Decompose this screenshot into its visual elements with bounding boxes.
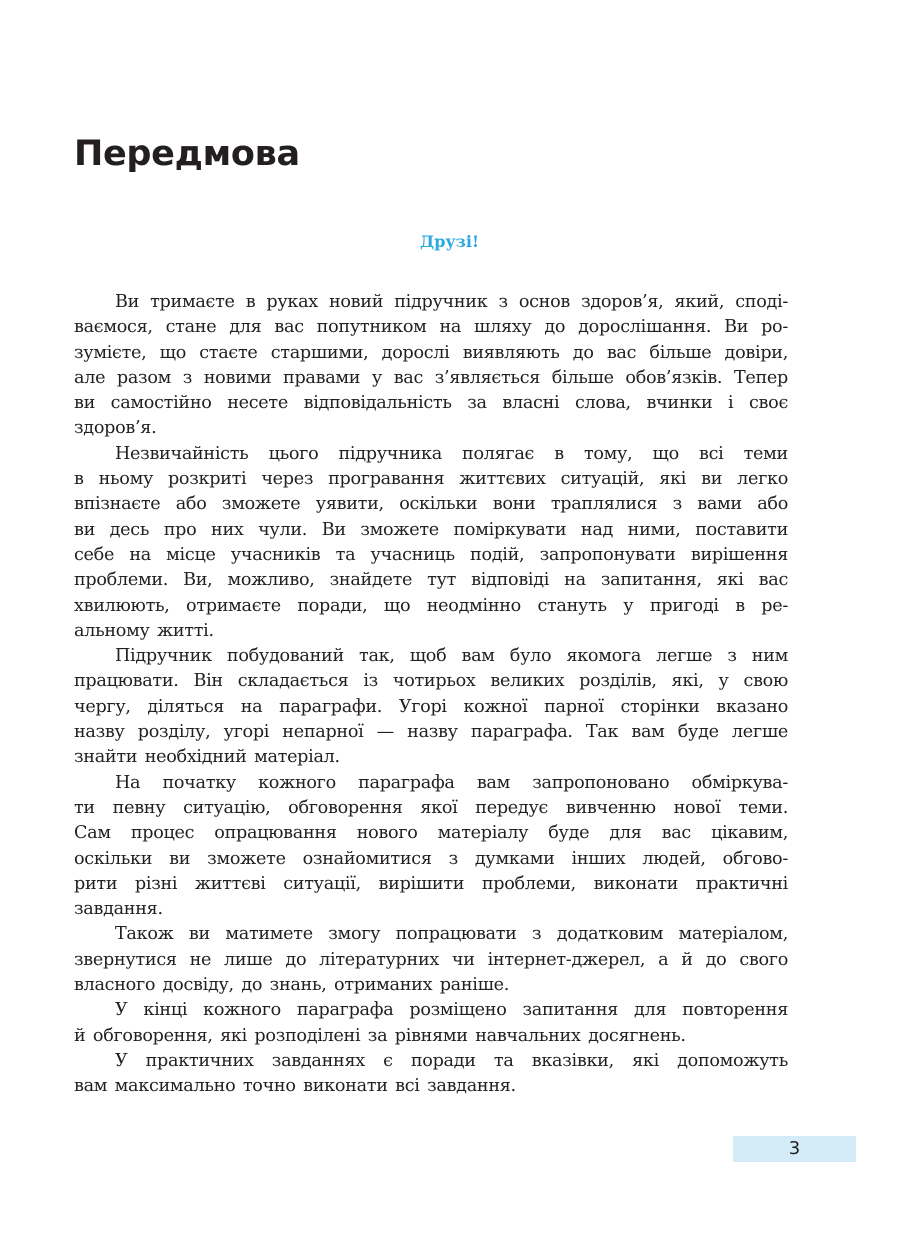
- paragraph-first-line: Також ви матимете змогу попрацювати з додатковим матеріалом,: [115, 924, 788, 945]
- paragraph-first-line: На початку кожного параграфа вам запропоновано обміркува-: [115, 772, 788, 793]
- paragraph-line: зумієте, що стаєте старшими, дорослі виявляють до вас більше довіри,: [74, 342, 788, 363]
- paragraph-first-line: Незвичайність цього підручника полягає в тому, що всі теми: [115, 443, 788, 464]
- paragraph-line: вам максимально точно виконати всі завдання.: [74, 1076, 516, 1097]
- paragraph-line: в ньому розкриті через програвання життєвих ситуацій, які ви легко: [74, 469, 788, 490]
- paragraph-first-line: Ви тримаєте в руках новий підручник з основ здоров’я, який, споді-: [115, 292, 788, 312]
- greeting-heading: Друзі!: [420, 232, 479, 251]
- paragraph-line: назву розділу, угорі непарної — назву параграфа. Так вам буде легше: [74, 722, 788, 743]
- paragraph-line: звернутися не лише до літературних чи інтернет-джерел, а й до свого: [74, 949, 788, 970]
- paragraph-line: чергу, діляться на параграфи. Угорі кожної парної сторінки вказано: [74, 696, 788, 717]
- paragraph-first-line: У кінці кожного параграфа розміщено запитання для повторення: [115, 1000, 788, 1021]
- paragraph-line: хвилюють, отримаєте поради, що неодмінно стануть у пригоді в ре-: [74, 595, 788, 616]
- page-number: 3: [788, 1138, 801, 1159]
- paragraph-line: але разом з новими правами у вас з’являється більше обов’язків. Тепер: [74, 367, 788, 388]
- page-number-box: [733, 1136, 856, 1162]
- paragraph-first-line: У практичних завданнях є поради та вказівки, які допоможуть: [115, 1050, 788, 1071]
- paragraph-line: здоров’я.: [74, 418, 157, 439]
- paragraph-line: ти певну ситуацію, обговорення якої передує вивченню нової теми.: [74, 797, 788, 818]
- paragraph-line: ви самостійно несете відповідальність за власні слова, вчинки і своє: [74, 393, 788, 414]
- paragraph-line: власного досвіду, до знань, отриманих раніше.: [74, 975, 510, 996]
- body-text: [74, 290, 788, 1100]
- paragraph-line: оскільки ви зможете ознайомитися з думками інших людей, обгово-: [74, 848, 788, 869]
- paragraph-line: себе на місце учасників та учасниць подій, запропонувати вирішення: [74, 544, 788, 565]
- paragraph-line: завдання.: [74, 899, 163, 920]
- paragraph-first-line: Підручник побудований так, щоб вам було якомога легше з ним: [115, 646, 788, 667]
- paragraph-line: Сам процес опрацювання нового матеріалу буде для вас цікавим,: [74, 823, 788, 844]
- paragraph-line: альному житті.: [74, 620, 214, 641]
- paragraph-line: рити різні життєві ситуації, вирішити проблеми, виконати практичні: [74, 873, 788, 894]
- page-title: Передмова: [74, 134, 300, 174]
- paragraph-line: ваємося, стане для вас попутником на шляху до дорослішання. Ви ро-: [74, 317, 788, 338]
- paragraph-line: проблеми. Ви, можливо, знайдете тут відповіді на запитання, які вас: [74, 570, 788, 591]
- paragraph-line: ви десь про них чули. Ви зможете поміркувати над ними, поставити: [74, 519, 788, 540]
- paragraph-line: впізнаєте або зможете уявити, оскільки вони траплялися з вами або: [74, 494, 788, 515]
- paragraph-line: знайти необхідний матеріал.: [74, 747, 340, 768]
- paragraph-line: працювати. Він складається із чотирьох великих розділів, які, у свою: [74, 671, 788, 692]
- paragraph-line: й обговорення, які розподілені за рівнями навчальних досягнень.: [74, 1025, 686, 1046]
